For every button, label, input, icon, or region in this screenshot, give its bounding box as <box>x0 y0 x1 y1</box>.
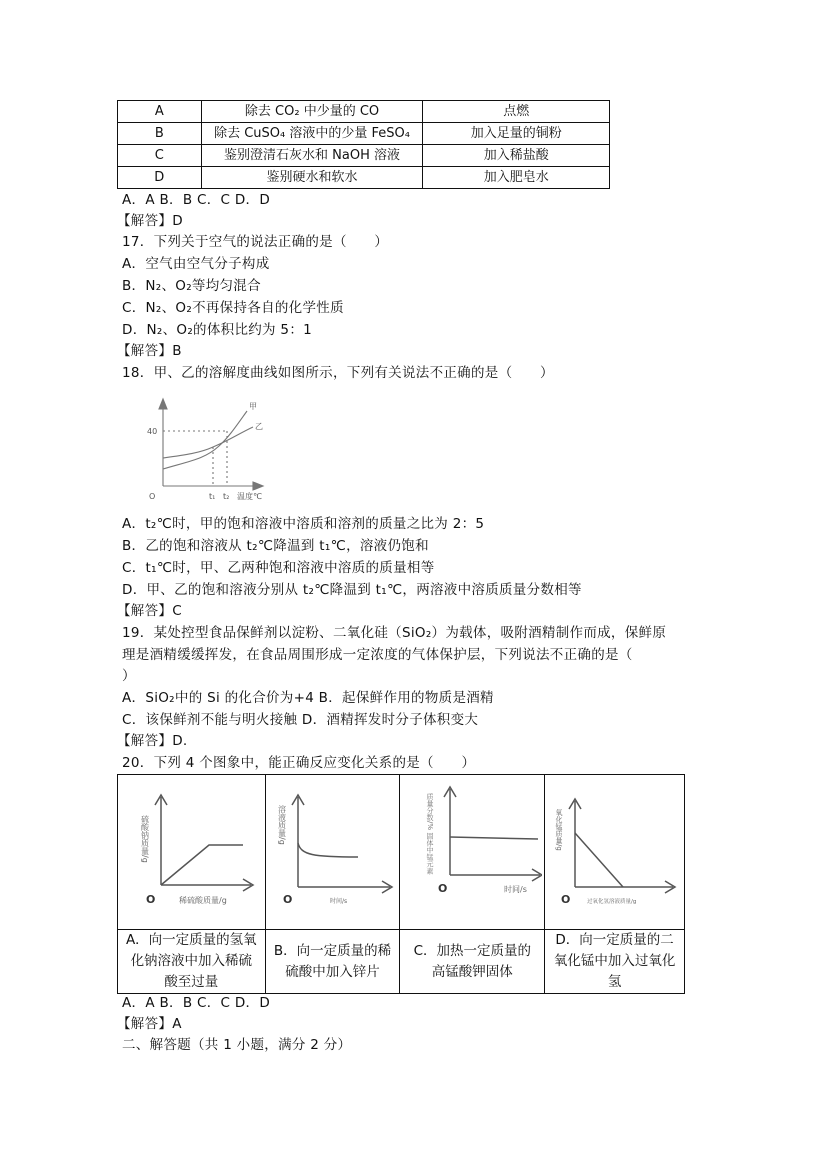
q17-answer: 【解答】B <box>117 343 182 359</box>
q18-stem: 18．甲、乙的溶解度曲线如图所示，下列有关说法不正确的是（ ） <box>122 365 554 381</box>
q16-options-table <box>117 100 610 189</box>
q19-options-line1: A．SiO₂中的 Si 的化合价为+4 B．起保鲜作用的物质是酒精 <box>122 690 494 706</box>
table-row <box>118 123 610 145</box>
method-cell: 加入稀盐酸 <box>423 145 610 167</box>
q17-option-c: C．N₂、O₂不再保持各自的化学性质 <box>122 300 344 316</box>
option-cell: B <box>118 123 202 145</box>
purpose-cell: 除去 CO₂ 中少量的 CO <box>201 101 423 123</box>
q19-stem-line1: 19．某处控型食品保鲜剂以淀粉、二氧化硅（SiO₂）为载体，吸附酒精制作而成，保鲜原 <box>122 625 667 641</box>
x-tick-t1: t₁ <box>209 492 216 501</box>
origin-label: O <box>561 893 571 906</box>
solubility-curve-figure <box>145 395 285 505</box>
q18-option-a: A．t₂℃时，甲的饱和溶液中溶质和溶剂的质量之比为 2：5 <box>122 516 485 532</box>
method-cell: 加入肥皂水 <box>423 167 610 189</box>
x-axis-label: 温度℃ <box>237 492 262 501</box>
graph-a-cell <box>118 775 266 930</box>
q17-option-b: B．N₂、O₂等均匀混合 <box>122 278 261 294</box>
method-cell: 加入足量的铜粉 <box>423 123 610 145</box>
y-tick-40: 40 <box>147 427 158 436</box>
q19-stem-line2: 理是酒精缓缓挥发，在食品周围形成一定浓度的气体保护层，下列说法不正确的是（ <box>122 647 633 663</box>
q19-stem-line3: ） <box>122 668 136 684</box>
x-axis-label: 时间/s <box>504 885 528 894</box>
graph-d-cell <box>545 775 685 930</box>
graph-d-caption: D．向一定质量的二氧化锰中加入过氧化氢 <box>545 930 685 994</box>
q20-graph-table <box>117 774 685 994</box>
origin-label: O <box>282 893 292 906</box>
q18-answer: 【解答】C <box>117 603 182 619</box>
origin-label: O <box>146 893 156 906</box>
q17-option-d: D．N₂、O₂的体积比约为 5：1 <box>122 322 313 338</box>
purpose-cell: 鉴别澄清石灰水和 NaOH 溶液 <box>201 145 423 167</box>
q20-choices: A．A B．B C．C D．D <box>122 995 271 1011</box>
graph-a <box>121 775 261 925</box>
graph-c-caption: C．加热一定质量的高锰酸钾固体 <box>400 930 545 994</box>
purpose-cell: 鉴别硬水和软水 <box>201 167 423 189</box>
x-tick-t2: t₂ <box>223 492 230 501</box>
x-axis-label: 时间/s <box>329 898 347 905</box>
y-axis-label: 溶液质量/g <box>277 805 287 845</box>
y-axis-label: 质量分数/% 固体中锰元素 <box>426 793 435 875</box>
option-cell: C <box>118 145 202 167</box>
graph-c <box>402 775 542 925</box>
q17-stem: 17．下列关于空气的说法正确的是（ ） <box>122 234 389 250</box>
x-axis-label: 过氧化氢溶液质量/g <box>587 899 637 905</box>
graph-b-caption: B．向一定质量的稀硫酸中加入锌片 <box>265 930 400 994</box>
graph-b-cell <box>265 775 400 930</box>
origin-label: O <box>149 492 156 501</box>
q18-option-b: B．乙的饱和溶液从 t₂℃降温到 t₁℃，溶液仍饱和 <box>122 538 429 554</box>
graph-d <box>547 775 682 925</box>
y-axis-label: 硫酸钠质量/g <box>140 815 150 863</box>
series-yi-label: 乙 <box>255 422 263 431</box>
y-axis-label: 氧化锰质量/g <box>555 809 564 851</box>
q20-answer: 【解答】A <box>117 1016 182 1032</box>
q18-option-c: C．t₁℃时，甲、乙两种饱和溶液中溶质的质量相等 <box>122 560 435 576</box>
q16-choices: A．A B．B C．C D．D <box>122 192 271 208</box>
table-row <box>118 101 610 123</box>
q17-option-a: A．空气由空气分子构成 <box>122 256 270 272</box>
graph-a-caption: A．向一定质量的氢氧化钠溶液中加入稀硫酸至过量 <box>118 930 266 994</box>
table-row <box>118 145 610 167</box>
method-cell: 点燃 <box>423 101 610 123</box>
option-cell: A <box>118 101 202 123</box>
q19-options-line2: C．该保鲜剂不能与明火接触 D．酒精挥发时分子体积变大 <box>122 712 479 728</box>
series-jia-label: 甲 <box>249 402 257 411</box>
q16-answer: 【解答】D <box>117 213 183 229</box>
option-cell: D <box>118 167 202 189</box>
graph-c-cell <box>400 775 545 930</box>
purpose-cell: 除去 CuSO₄ 溶液中的少量 FeSO₄ <box>201 123 423 145</box>
table-row <box>118 167 610 189</box>
origin-label: O <box>438 882 448 895</box>
section2-title: 二、解答题（共 1 小题，满分 2 分） <box>122 1037 352 1053</box>
q20-stem: 20．下列 4 个图象中，能正确反应变化关系的是（ ） <box>122 755 476 771</box>
x-axis-label: 稀硫酸质量/g <box>179 896 228 905</box>
graph-b <box>268 775 398 925</box>
q19-answer: 【解答】D. <box>117 733 188 749</box>
q18-option-d: D．甲、乙的饱和溶液分别从 t₂℃降温到 t₁℃，两溶液中溶质质量分数相等 <box>122 582 582 598</box>
